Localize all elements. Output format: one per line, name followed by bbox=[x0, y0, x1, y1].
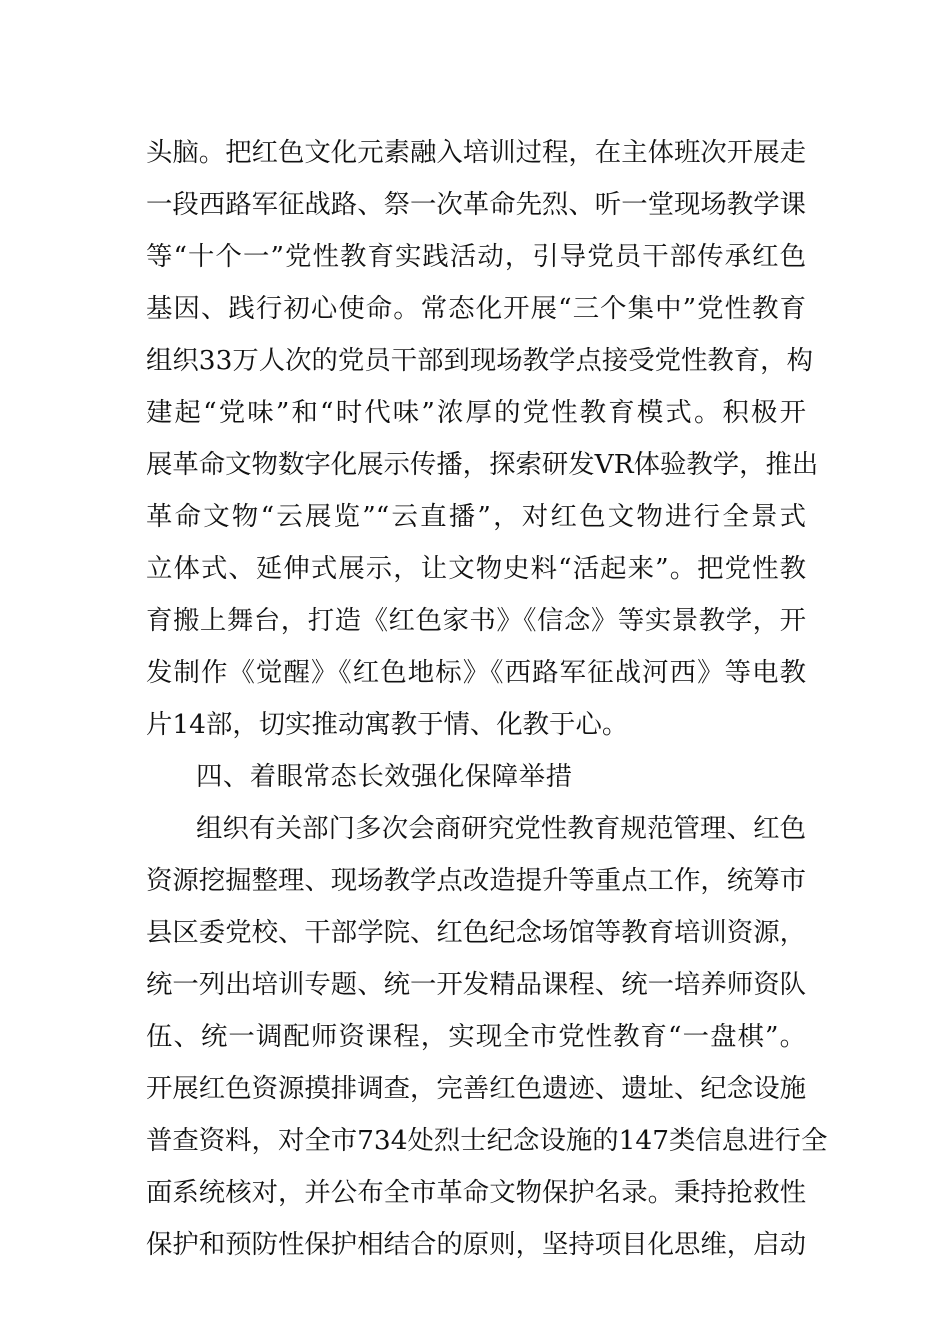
paragraph-line: 育搬上舞台，打造《红色家书》《信念》等实景教学，开 bbox=[146, 605, 806, 636]
paragraph-line: 组织有关部门多次会商研究党性教育规范管理、红色 bbox=[196, 813, 806, 844]
paragraph-line: 革命文物“云展览”“云直播”，对红色文物进行全景式 bbox=[146, 501, 806, 532]
paragraph-line: 建起“党味”和“时代味”浓厚的党性教育模式。积极开 bbox=[146, 397, 806, 428]
paragraph-line: 县区委党校、干部学院、红色纪念场馆等教育培训资源， bbox=[146, 917, 806, 948]
paragraph-line: 面系统核对，并公布全市革命文物保护名录。秉持抢救性 bbox=[146, 1177, 806, 1208]
paragraph-line: 开展红色资源摸排调查，完善红色遗迹、遗址、纪念设施 bbox=[146, 1073, 806, 1104]
paragraph-line: 组织33万人次的党员干部到现场教学点接受党性教育，构 bbox=[146, 345, 813, 376]
paragraph-line: 立体式、延伸式展示，让文物史料“活起来”。把党性教 bbox=[146, 553, 806, 584]
paragraph-line: 资源挖掘整理、现场教学点改造提升等重点工作，统筹市 bbox=[146, 865, 806, 896]
paragraph-line: 保护和预防性保护相结合的原则，坚持项目化思维，启动 bbox=[146, 1229, 806, 1260]
paragraph-line: 伍、统一调配师资课程，实现全市党性教育“一盘棋”。 bbox=[146, 1021, 806, 1052]
section-heading: 四、着眼常态长效强化保障举措 bbox=[196, 761, 573, 792]
paragraph-line: 统一列出培训专题、统一开发精品课程、统一培养师资队 bbox=[146, 969, 806, 1000]
paragraph-line: 发制作《觉醒》《红色地标》《西路军征战河西》等电教 bbox=[146, 657, 806, 688]
paragraph-line: 片14部，切实推动寓教于情、化教于心。 bbox=[146, 709, 629, 740]
paragraph-line: 基因、践行初心使命。常态化开展“三个集中”党性教育 bbox=[146, 293, 806, 324]
paragraph-line: 展革命文物数字化展示传播，探索研发VR体验教学，推出 bbox=[146, 449, 819, 480]
paragraph-line: 等“十个一”党性教育实践活动，引导党员干部传承红色 bbox=[146, 241, 806, 272]
paragraph-line: 头脑。把红色文化元素融入培训过程，在主体班次开展走 bbox=[146, 137, 806, 168]
paragraph-line: 普查资料，对全市734处烈士纪念设施的147类信息进行全 bbox=[146, 1125, 828, 1156]
paragraph-line: 一段西路军征战路、祭一次革命先烈、听一堂现场教学课 bbox=[146, 189, 806, 220]
